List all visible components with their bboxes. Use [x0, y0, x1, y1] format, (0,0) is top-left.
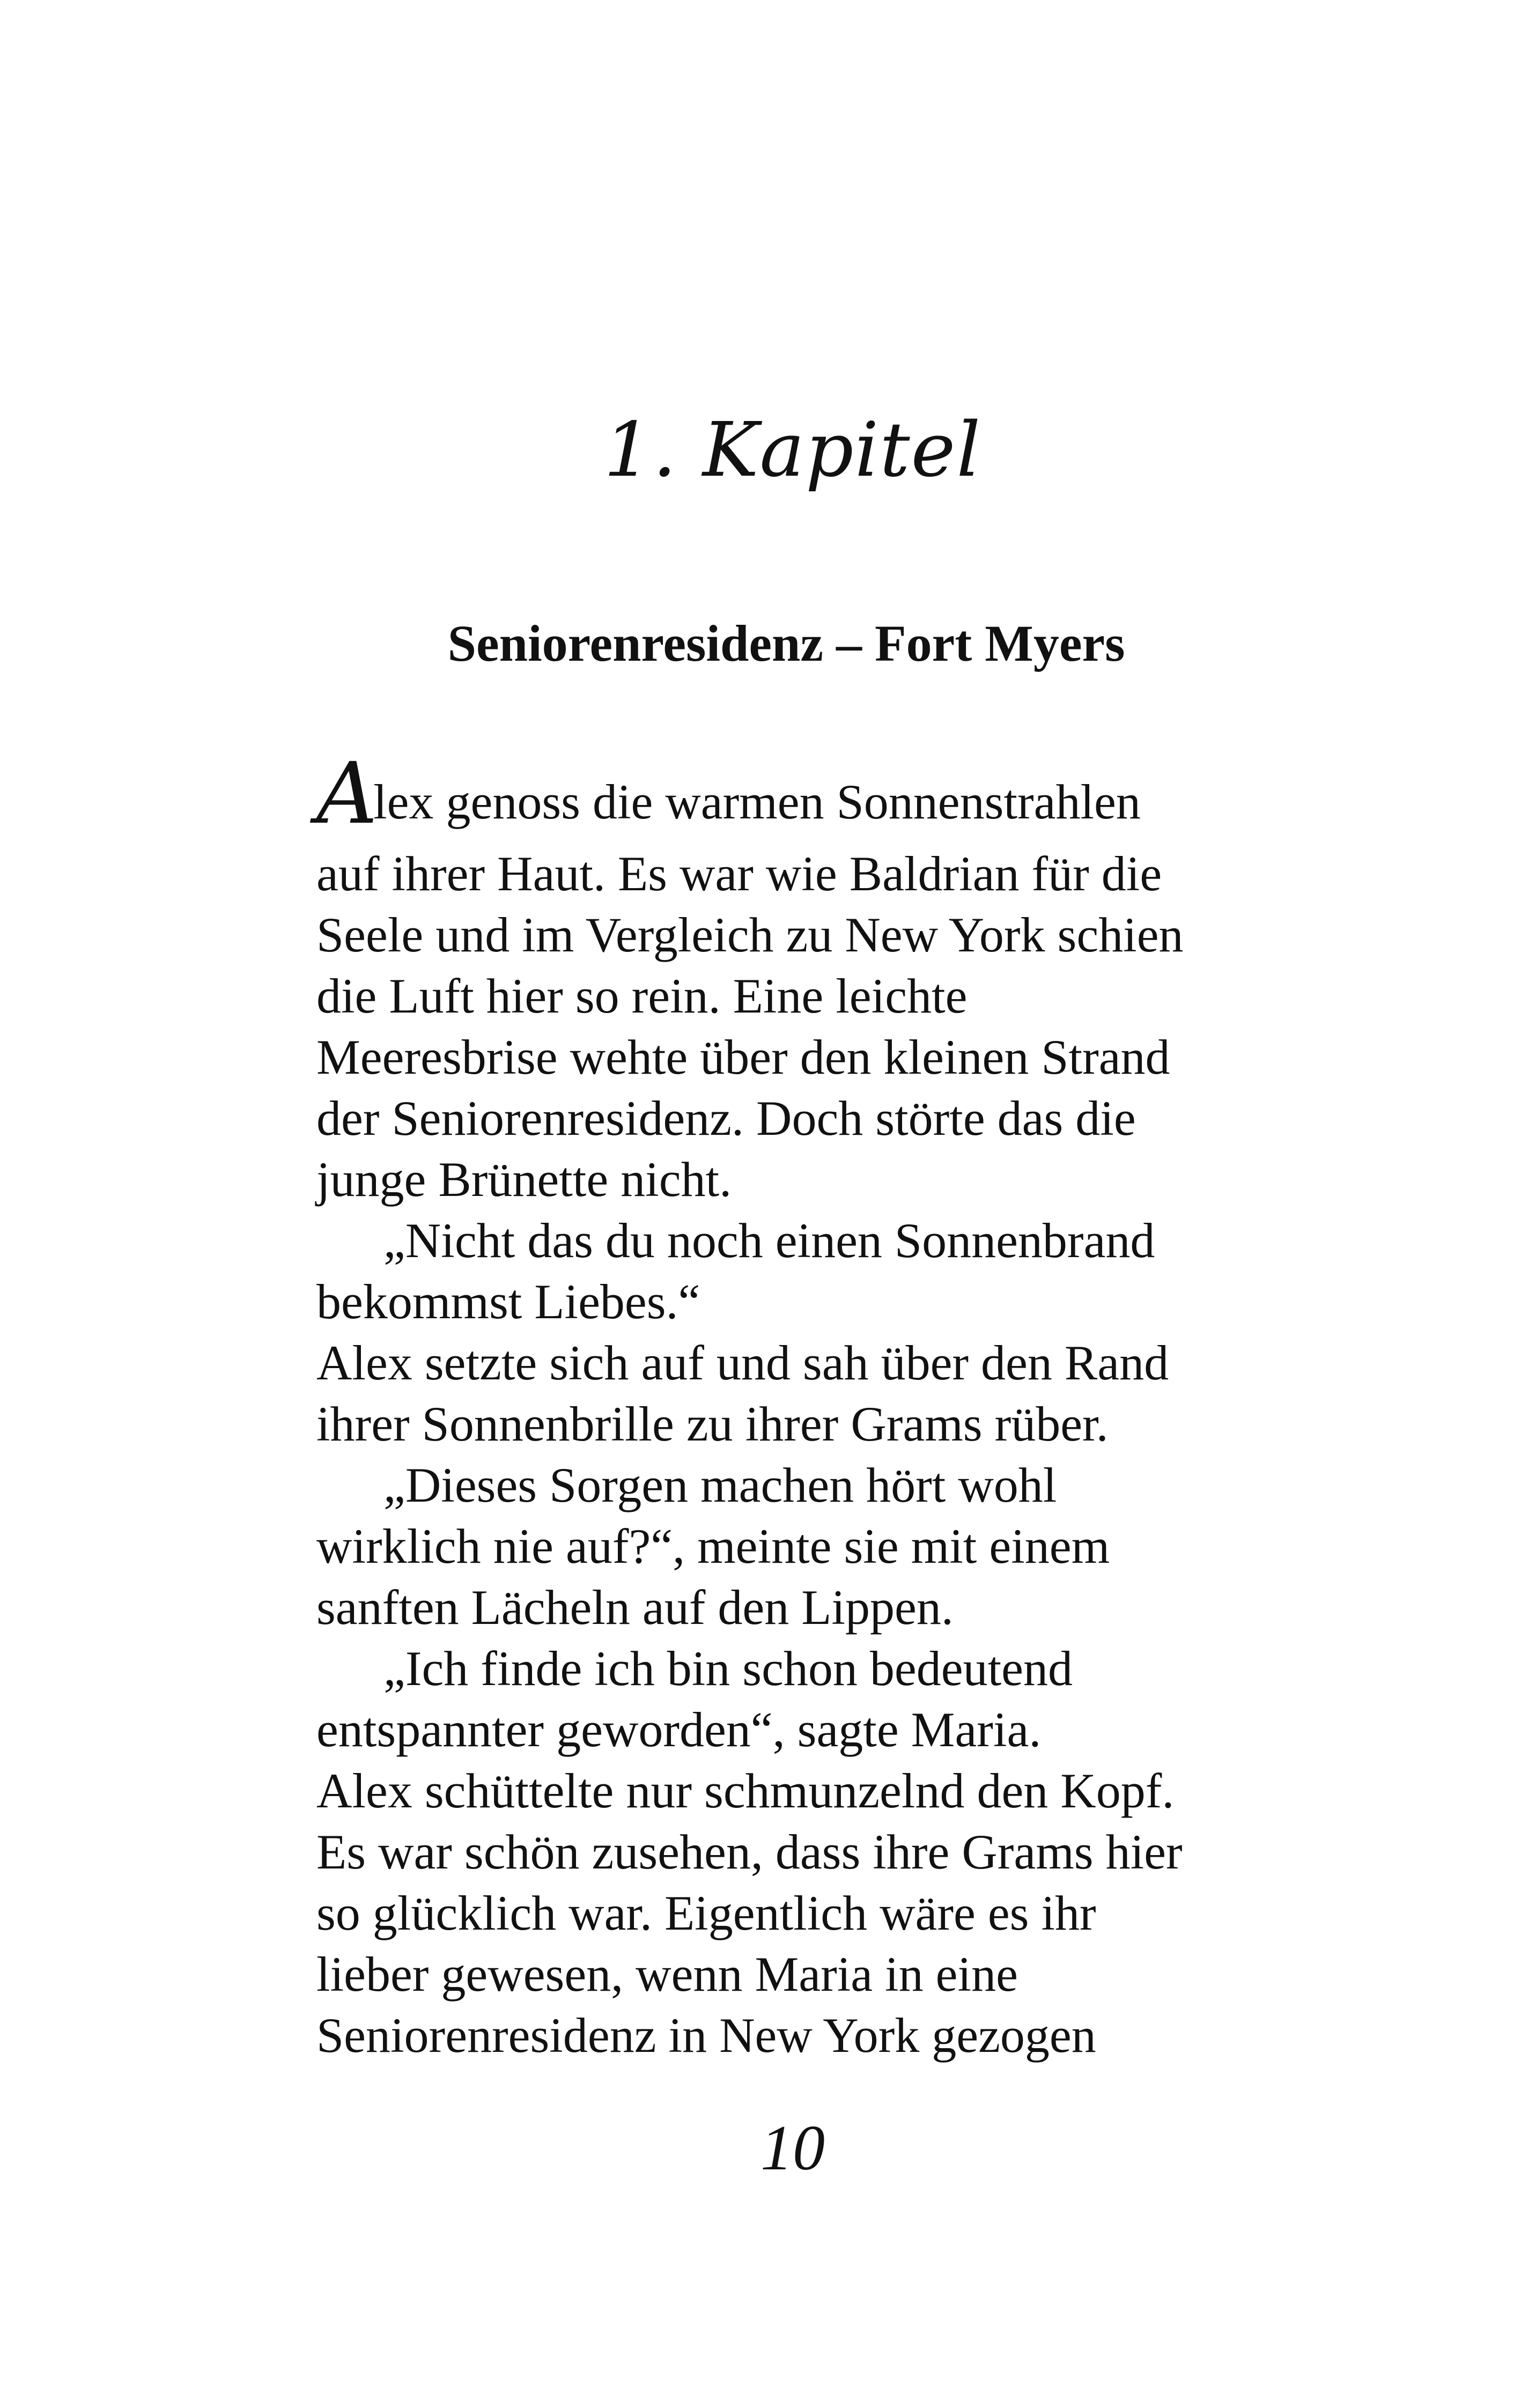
body-line: junge Brünette nicht.	[316, 1152, 732, 1207]
body-line: Alex schüttelte nur schmunzelnd den Kopf.	[316, 1763, 1175, 1818]
body-line: „Dieses Sorgen machen hört wohl	[383, 1458, 1057, 1512]
body-line	[316, 744, 1309, 843]
body-line: Meeresbrise wehte über den kleinen Strand	[316, 1030, 1170, 1084]
chapter-title: 1. Kapitel	[603, 407, 982, 494]
body-line: der Seniorenresidenz. Doch störte das die	[316, 1091, 1136, 1146]
body-line: lieber gewesen, wenn Maria in eine	[316, 1947, 1018, 2001]
body-line: sanften Lächeln auf den Lippen.	[316, 1580, 954, 1635]
body-line: Seele und im Vergleich zu New York schien	[316, 907, 1184, 962]
drop-cap: A	[316, 744, 374, 843]
body-line: auf ihrer Haut. Es war wie Baldrian für die	[316, 846, 1162, 901]
body-line: ihrer Sonnenbrille zu ihrer Grams rüber.	[316, 1397, 1109, 1451]
body-line: wirklich nie auf?“, meinte sie mit einem	[316, 1519, 1110, 1574]
body-line: „Nicht das du noch einen Sonnenbrand	[383, 1213, 1155, 1268]
body-line: Seniorenresidenz in New York gezogen	[316, 2008, 1096, 2063]
body-text	[316, 744, 1309, 2066]
page-number: 10	[760, 2112, 825, 2183]
body-line: so glücklich war. Eigentlich wäre es ihr	[316, 1886, 1096, 1940]
body-line: Alex setzte sich auf und sah über den Rand	[316, 1335, 1169, 1390]
body-line: Es war schön zusehen, dass ihre Grams hier	[316, 1825, 1183, 1879]
body-line: die Luft hier so rein. Eine leichte	[316, 969, 968, 1023]
body-line: bekommst Liebes.“	[316, 1274, 700, 1329]
body-line: „Ich finde ich bin schon bedeutend	[383, 1641, 1073, 1696]
body-line: entspannter geworden“, sagte Maria.	[316, 1702, 1042, 1757]
section-heading: Seniorenresidenz – Fort Myers	[447, 615, 1125, 672]
body-line-text: lex genoss die warmen Sonnenstrahlen	[373, 774, 1141, 829]
